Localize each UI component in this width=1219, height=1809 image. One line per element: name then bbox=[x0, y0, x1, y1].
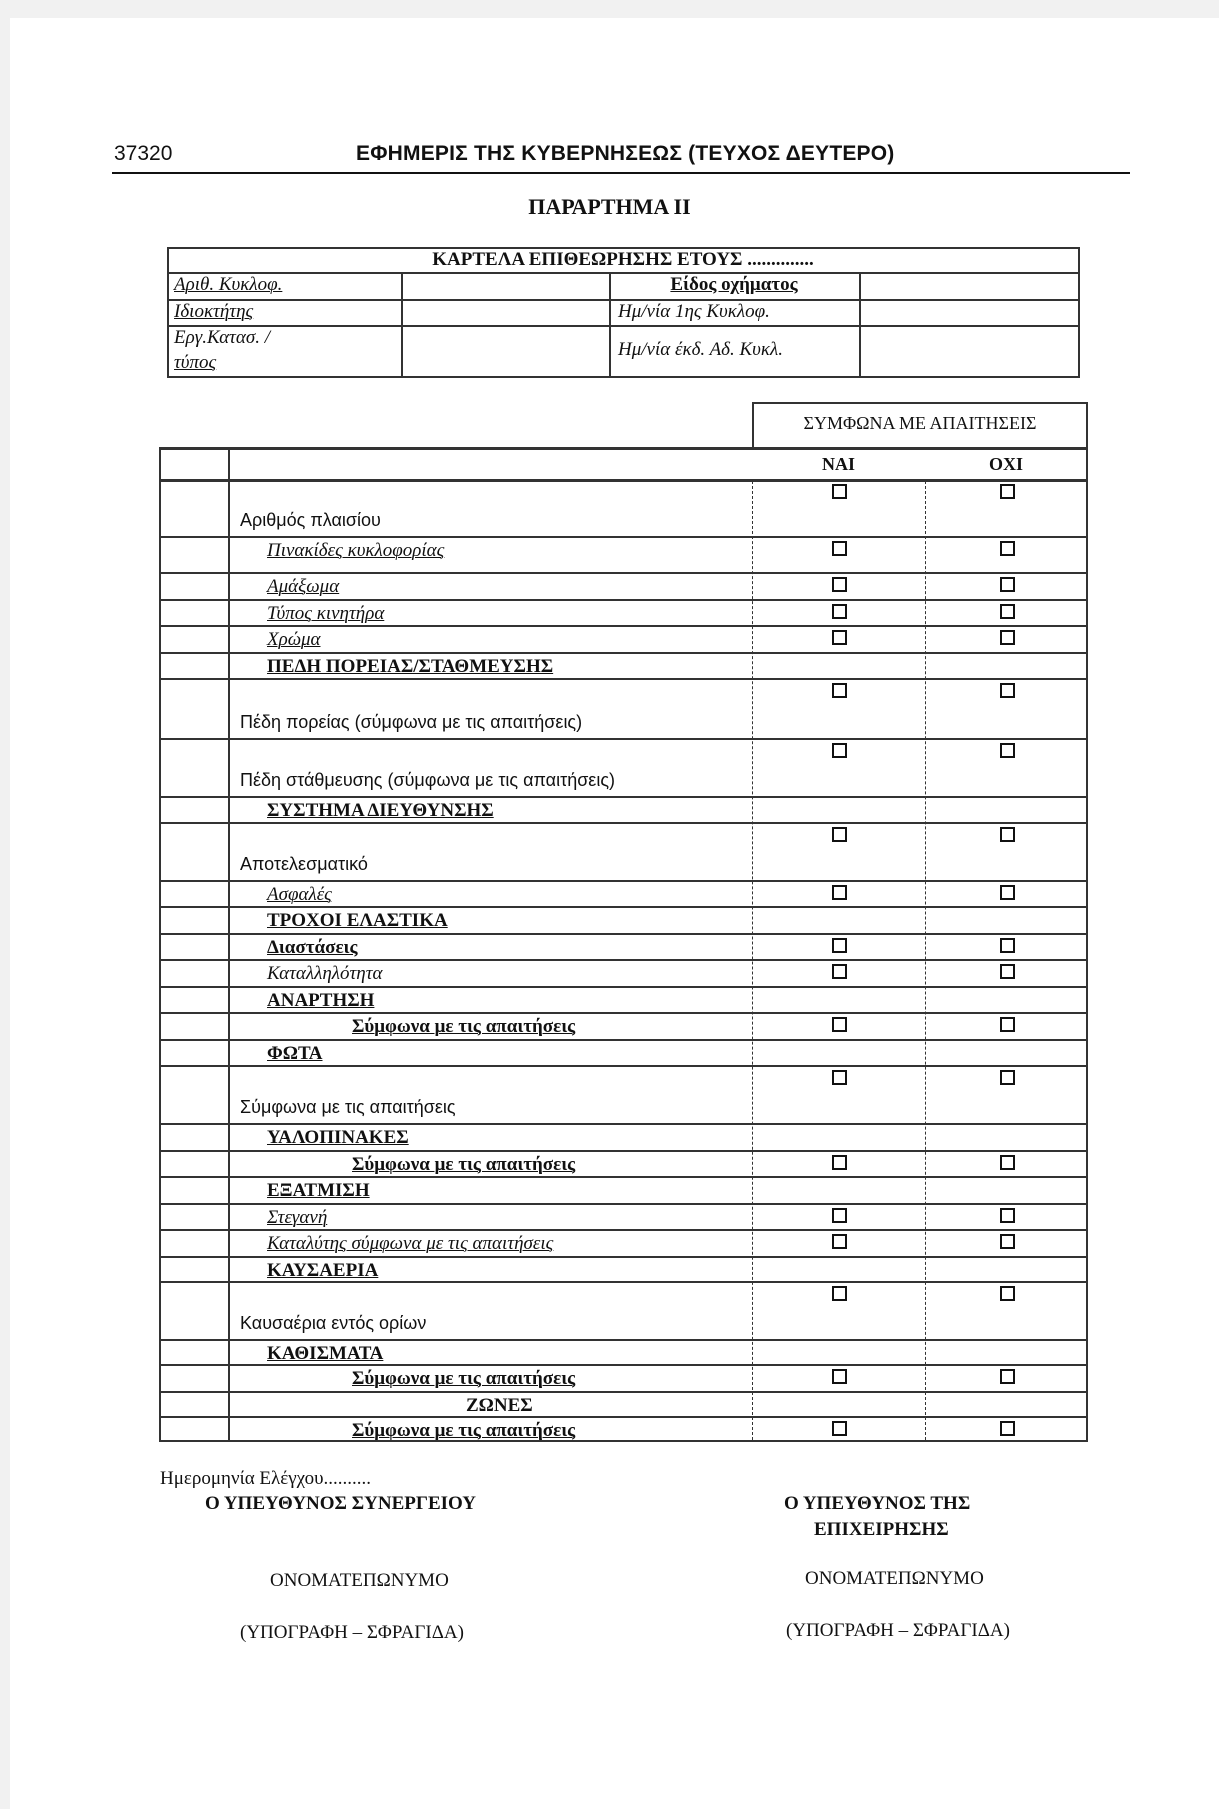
row-divider bbox=[159, 1123, 1088, 1125]
row-divider bbox=[159, 880, 1088, 882]
checkbox-no[interactable] bbox=[1000, 743, 1015, 758]
row-divider bbox=[159, 933, 1088, 935]
registration-number-field[interactable] bbox=[402, 274, 608, 298]
checklist-item-label: Σύμφωνα με τις απαιτήσεις bbox=[352, 1154, 576, 1175]
checkbox-no[interactable] bbox=[1000, 630, 1015, 645]
checkbox-yes[interactable] bbox=[832, 885, 847, 900]
first-registration-date-field[interactable] bbox=[861, 301, 1077, 324]
row-divider bbox=[159, 1065, 1088, 1067]
workshop-manager-name: ΟΝΟΜΑΤΕΠΩΝΥΜΟ bbox=[270, 1570, 449, 1591]
business-manager-title-line1: Ο ΥΠΕΥΘΥΝΟΣ ΤΗΣ bbox=[784, 1493, 971, 1514]
checklist-item-label: Χρώμα bbox=[267, 629, 321, 650]
label-vehicle-kind: Είδος οχήματος bbox=[670, 274, 798, 295]
header-rule bbox=[112, 172, 1130, 174]
checkbox-no[interactable] bbox=[1000, 827, 1015, 842]
label-registration-number: Αριθ. Κυκλοφ. bbox=[174, 274, 283, 295]
row-divider bbox=[159, 1339, 1088, 1341]
row-divider bbox=[159, 1256, 1088, 1258]
license-issue-date-field[interactable] bbox=[861, 327, 1077, 375]
row-divider bbox=[159, 738, 1088, 740]
checklist-item-label: ΥΑΛΟΠΙΝΑΚΕΣ bbox=[267, 1127, 409, 1148]
row-divider bbox=[159, 906, 1088, 908]
checkbox-yes[interactable] bbox=[832, 1070, 847, 1085]
checklist-item-label: ΠΕΔΗ ΠΟΡΕΙΑΣ/ΣΤΑΘΜΕΥΣΗΣ bbox=[267, 656, 554, 677]
row-divider bbox=[159, 1203, 1088, 1205]
info-table-border-bottom bbox=[167, 376, 1079, 378]
label-type: τύπος bbox=[174, 352, 217, 373]
checklist-item-label: Αριθμός πλαισίου bbox=[240, 510, 381, 530]
checkbox-yes[interactable] bbox=[832, 484, 847, 499]
checklist-item-label: Καταλληλότητα bbox=[267, 963, 383, 984]
business-manager-name: ΟΝΟΜΑΤΕΠΩΝΥΜΟ bbox=[805, 1568, 984, 1589]
checklist-item-label: ΚΑΥΣΑΕΡΙΑ bbox=[267, 1260, 379, 1281]
checkbox-yes[interactable] bbox=[832, 1017, 847, 1032]
checkbox-yes[interactable] bbox=[832, 1286, 847, 1301]
manufacturer-type-field[interactable] bbox=[402, 327, 608, 375]
row-divider bbox=[159, 536, 1088, 538]
checkbox-no[interactable] bbox=[1000, 1421, 1015, 1436]
checkbox-no[interactable] bbox=[1000, 938, 1015, 953]
col-header-no: ΟΧΙ bbox=[988, 454, 1023, 474]
yes-column-divider bbox=[752, 481, 753, 1440]
checkbox-yes[interactable] bbox=[832, 938, 847, 953]
checkbox-yes[interactable] bbox=[832, 630, 847, 645]
checkbox-yes[interactable] bbox=[832, 1369, 847, 1384]
row-divider bbox=[159, 1391, 1088, 1393]
row-divider bbox=[159, 1176, 1088, 1178]
info-table-title: ΚΑΡΤΕΛΑ ΕΠΙΘΕΩΡΗΣΗΣ ΕΤΟΥΣ .............. bbox=[432, 249, 814, 270]
checklist-item-label: Καταλύτης σύμφωνα με τις απαιτήσεις bbox=[267, 1233, 554, 1254]
checklist-item-label: Σύμφωνα με τις απαιτήσεις bbox=[352, 1016, 576, 1037]
checkbox-yes[interactable] bbox=[832, 683, 847, 698]
checkbox-no[interactable] bbox=[1000, 1286, 1015, 1301]
checklist-item-label: Σύμφωνα με τις απαιτήσεις bbox=[352, 1420, 576, 1441]
checklist-item-label: Πινακίδες κυκλοφορίας bbox=[267, 540, 445, 561]
checkbox-yes[interactable] bbox=[832, 1208, 847, 1223]
row-divider bbox=[159, 625, 1088, 627]
checklist-item-label: Αποτελεσματικό bbox=[240, 854, 368, 874]
checkbox-no[interactable] bbox=[1000, 964, 1015, 979]
checklist-item-label: Πέδη στάθμευσης (σύμφωνα με τις απαιτήσεις) bbox=[240, 770, 616, 790]
row-divider bbox=[159, 678, 1088, 680]
table-border-top bbox=[159, 447, 1088, 450]
checklist-item-label: ΖΩΝΕΣ bbox=[466, 1395, 533, 1416]
checklist-item-label: Αμάξωμα bbox=[267, 576, 340, 597]
checkbox-yes[interactable] bbox=[832, 577, 847, 592]
checklist-item-label: Τύπος κινητήρα bbox=[267, 603, 385, 624]
row-divider bbox=[159, 822, 1088, 824]
checklist-item-label: Σύμφωνα με τις απαιτήσεις bbox=[240, 1097, 456, 1117]
checklist-item-label: Σύμφωνα με τις απαιτήσεις bbox=[352, 1368, 576, 1389]
checkbox-no[interactable] bbox=[1000, 1369, 1015, 1384]
checklist-item-label: Καυσαέρια εντός ορίων bbox=[240, 1313, 427, 1333]
group-header-border-top bbox=[752, 402, 1088, 404]
checkbox-no[interactable] bbox=[1000, 1017, 1015, 1032]
table-border-left bbox=[159, 447, 161, 1441]
owner-field[interactable] bbox=[402, 301, 608, 324]
row-divider bbox=[159, 1012, 1088, 1014]
checkbox-yes[interactable] bbox=[832, 743, 847, 758]
checkbox-yes[interactable] bbox=[832, 1234, 847, 1249]
checkbox-no[interactable] bbox=[1000, 885, 1015, 900]
checklist-item-label: ΕΞΑΤΜΙΣΗ bbox=[267, 1180, 370, 1201]
checklist-item-label: Διαστάσεις bbox=[267, 937, 358, 958]
workshop-manager-signature: (ΥΠΟΓΡΑΦΗ – ΣΦΡΑΓΙΔΑ) bbox=[240, 1622, 464, 1643]
col-header-yes: ΝΑΙ bbox=[821, 454, 855, 474]
no-column-divider bbox=[925, 481, 926, 1440]
table-inner-divider bbox=[228, 447, 230, 1441]
row-divider bbox=[159, 652, 1088, 654]
checklist-item-label: Πέδη πορείας (σύμφωνα με τις απαιτήσεις) bbox=[240, 712, 583, 732]
checkbox-no[interactable] bbox=[1000, 1070, 1015, 1085]
vehicle-kind-field[interactable] bbox=[861, 274, 1077, 298]
label-owner: Ιδιοκτήτης bbox=[174, 301, 254, 322]
row-divider bbox=[159, 986, 1088, 988]
checkbox-no[interactable] bbox=[1000, 683, 1015, 698]
business-manager-signature: (ΥΠΟΓΡΑΦΗ – ΣΦΡΑΓΙΔΑ) bbox=[786, 1620, 1010, 1641]
checklist-item-label: ΑΝΑΡΤΗΣΗ bbox=[267, 990, 375, 1011]
checkbox-yes[interactable] bbox=[832, 1155, 847, 1170]
checkbox-no[interactable] bbox=[1000, 1234, 1015, 1249]
row-divider bbox=[159, 599, 1088, 601]
checkbox-yes[interactable] bbox=[832, 541, 847, 556]
page-number: 37320 bbox=[114, 142, 173, 165]
checkbox-no[interactable] bbox=[1000, 1155, 1015, 1170]
row-divider bbox=[159, 1416, 1088, 1418]
row-divider bbox=[159, 1229, 1088, 1231]
header-row-bottom bbox=[159, 479, 1088, 482]
checkbox-no[interactable] bbox=[1000, 484, 1015, 499]
group-header-compliance: ΣΥΜΦΩΝΑ ΜΕ ΑΠΑΙΤΗΣΕΙΣ bbox=[803, 413, 1037, 433]
checkbox-no[interactable] bbox=[1000, 1208, 1015, 1223]
row-divider bbox=[159, 1150, 1088, 1152]
row-divider bbox=[159, 1039, 1088, 1041]
checkbox-yes[interactable] bbox=[832, 964, 847, 979]
label-manufacturer: Εργ.Κατασ. / bbox=[174, 327, 270, 348]
gazette-title: ΕΦΗΜΕΡΙΣ ΤΗΣ ΚΥΒΕΡΝΗΣΕΩΣ (ΤΕΥΧΟΣ ΔΕΥΤΕΡΟ) bbox=[356, 142, 895, 165]
checklist-item-label: ΦΩΤΑ bbox=[267, 1043, 323, 1064]
annex-title: ΠΑΡΑΡΤΗΜΑ ΙΙ bbox=[528, 194, 691, 219]
business-manager-title-line2: ΕΠΙΧΕΙΡΗΣΗΣ bbox=[814, 1519, 949, 1540]
inspection-date-label: Ημερομηνία Ελέγχου.......... bbox=[160, 1468, 372, 1489]
row-divider bbox=[159, 796, 1088, 798]
table-border-right bbox=[1086, 447, 1088, 1441]
checkbox-yes[interactable] bbox=[832, 604, 847, 619]
label-license-issue-date: Ημ/νία έκδ. Αδ. Κυκλ. bbox=[618, 339, 783, 360]
row-divider bbox=[159, 959, 1088, 961]
checklist-item-label: Ασφαλές bbox=[267, 884, 332, 905]
workshop-manager-title: Ο ΥΠΕΥΘΥΝΟΣ ΣΥΝΕΡΓΕΙΟΥ bbox=[205, 1493, 477, 1514]
checklist-item-label: ΤΡΟΧΟΙ ΕΛΑΣΤΙΚΑ bbox=[267, 910, 448, 931]
checkbox-yes[interactable] bbox=[832, 827, 847, 842]
checkbox-no[interactable] bbox=[1000, 541, 1015, 556]
row-divider bbox=[159, 572, 1088, 574]
checkbox-no[interactable] bbox=[1000, 577, 1015, 592]
checklist-item-label: ΚΑΘΙΣΜΑΤΑ bbox=[267, 1343, 384, 1364]
checklist-item-label: Στεγανή bbox=[267, 1207, 328, 1228]
label-first-registration-date: Ημ/νία 1ης Κυκλοφ. bbox=[618, 301, 770, 322]
checkbox-no[interactable] bbox=[1000, 604, 1015, 619]
checklist-item-label: ΣΥΣΤΗΜΑ ΔΙΕΥΘΥΝΣΗΣ bbox=[267, 800, 494, 821]
checkbox-yes[interactable] bbox=[832, 1421, 847, 1436]
row-divider bbox=[159, 1440, 1088, 1442]
